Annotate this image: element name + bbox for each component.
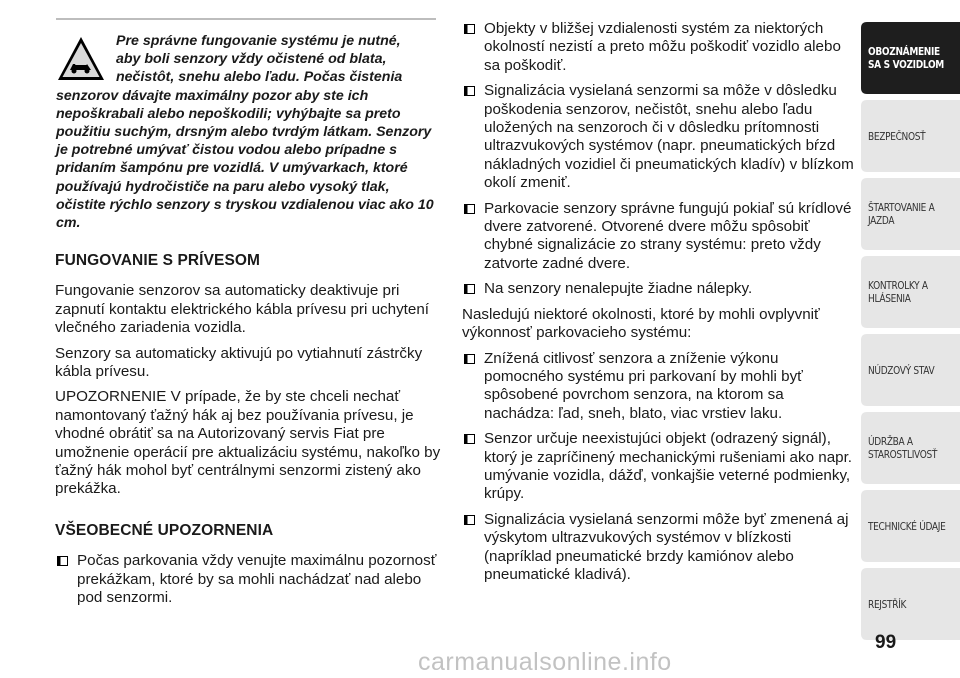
section-heading-general-warnings: VŠEOBECNÉ UPOZORNENIA [55,521,274,539]
bullet-list [55,552,445,607]
warning-line-1: Pre správne fungovanie systému je nutné, [116,33,401,49]
section-heading-trailer: FUNGOVANIE S PRÍVESOM [55,252,261,269]
watermark: carmanualsonline.info [418,648,672,676]
list-item: Počas parkovania vždy venujte maximálnu pozornosť prekážkam, ktoré by sa mohli nachádzať nad alebo pod senzormi. [55,552,445,607]
tab-technicke-udaje[interactable] [861,490,960,562]
tab-udrzba[interactable] [861,412,960,484]
list-item: Znížená citlivosť senzora a zníženie výkonu pomocného systému pri parkovaní by mohli byť spôsobené povrchom senzora, na ktorom sa nachádza: ľad, sneh, blato, viac vrstiev laku. [462,350,854,424]
list-item: Na senzory nenalepujte žiadne nálepky. [462,280,854,298]
warning-body: senzorov dávajte maximálny pozor aby ste ich nepoškrabali alebo nepoškodili; vyhýbajte sa preto použitiu suchým, drsným alebo tvrdým látkam. Senzory je potrebné umývať čistou vodou alebo prípadne s pridaním šampónu pre vozidlá. V umývarkach, ktoré používajú hydročističe na paru alebo vysoký tlak, očistite rýchlo senzory s tryskou vzdialenou viac ako 10 cm. [56,87,434,232]
list-item: Parkovacie senzory správne fungujú pokiaľ sú krídlové dvere zatvorené. Otvorené dvere môžu spôsobiť chybné signalizácie zo strany systému: preto vždy zatvorte zadné dvere. [462,200,854,274]
tab-startovanie[interactable] [861,178,960,250]
page-number: 99 [875,632,897,653]
paragraph: Senzory sa automaticky aktivujú po vytiahnutí zástrčky kábla prívesu. [55,344,423,381]
checkbox-bullet-icon [464,86,475,96]
checkbox-bullet-icon [464,284,475,294]
checkbox-bullet-icon [464,24,475,34]
checkbox-bullet-icon [57,556,68,566]
car-skid-warning-icon [56,34,106,84]
tab-label: REJSTŘÍK [868,597,907,611]
tab-label: ÚDRŽBA A STAROSTLIVOSŤ [868,435,938,461]
checkbox-bullet-icon [464,515,475,525]
list-item: Signalizácia vysielaná senzormi môže byť zmenená aj výskytom ultrazvukových systémov v blízkosti (napríklad pneumatické brzdy kamiónov alebo pneumatické kladivá). [462,511,854,585]
checkbox-bullet-icon [464,354,475,364]
warning-box [56,18,436,232]
paragraph: Nasledujú niektoré okolnosti, ktoré by mohli ovplyvniť výkonnosť parkovacieho systému: [462,305,820,342]
checkbox-bullet-icon [464,434,475,444]
chapter-tabs [861,22,960,646]
tab-kontrolky[interactable] [861,256,960,328]
list-item: Signalizácia vysielaná senzormi sa môže v dôsledku poškodenia senzorov, nečistôt, snehu alebo ľadu uložených na senzoroch či v dôsledku prítomnosti ultrazvukových systémov (napr. pneumatických bŕzd nákladných vozidiel či pneumatických kladív) v blízkom okolí zmeniť. [462,82,854,192]
paragraph: Fungovanie senzorov sa automaticky deaktivuje pri zapnutí kontaktu elektrického kábla prívesu pri uchytení vlečného zariadenia vozidla. [55,282,429,337]
tab-label: NÚDZOVÝ STAV [868,363,935,377]
warning-line-2: aby boli senzory vždy očistené od blata, [116,51,387,68]
list-item: Senzor určuje neexistujúci objekt (odrazený signál), ktorý je zapríčinený mechanickými rušeniami ako napr. umývanie vozidla, dážď, vonkajšie veterné podmienky, krúpy. [462,430,854,504]
tab-label: BEZPEČNOSŤ [868,129,926,143]
warning-line-3: nečistôt, snehu alebo ľadu. Počas čistenia [116,69,403,86]
tab-rejstrik[interactable] [861,568,960,640]
bullet-list [462,20,854,299]
left-column [55,252,445,615]
checkbox-bullet-icon [464,204,475,214]
tab-oboznamenie[interactable] [861,22,960,94]
tab-label: OBOZNÁMENIE SA S VOZIDLOM [868,45,944,71]
tab-label: KONTROLKY A HLÁSENIA [868,279,928,305]
tab-nudzovy-stav[interactable] [861,334,960,406]
tab-label: TECHNICKÉ ÚDAJE [868,519,946,533]
paragraph: UPOZORNENIE V prípade, že by ste chceli nechať namontovaný ťažný hák aj bez používania prívesu, je vhodné obrátiť sa na Autorizovaný servis Fiat pre umožnenie operácií pre aktualizáciu systému, nakoľko by ťažný hák mohol byť centrálnymi senzormi zistený ako prekážka. [55,388,441,498]
bullet-list [462,350,854,585]
tab-label: ŠTARTOVANIE A JAZDA [868,201,935,227]
warning-text [56,32,436,232]
right-column [462,20,854,591]
tab-bezpecnost[interactable] [861,100,960,172]
list-item: Objekty v bližšej vzdialenosti systém za niektorých okolností nezistí a preto môžu poškodiť vozidlo alebo sa poškodiť. [462,20,854,75]
